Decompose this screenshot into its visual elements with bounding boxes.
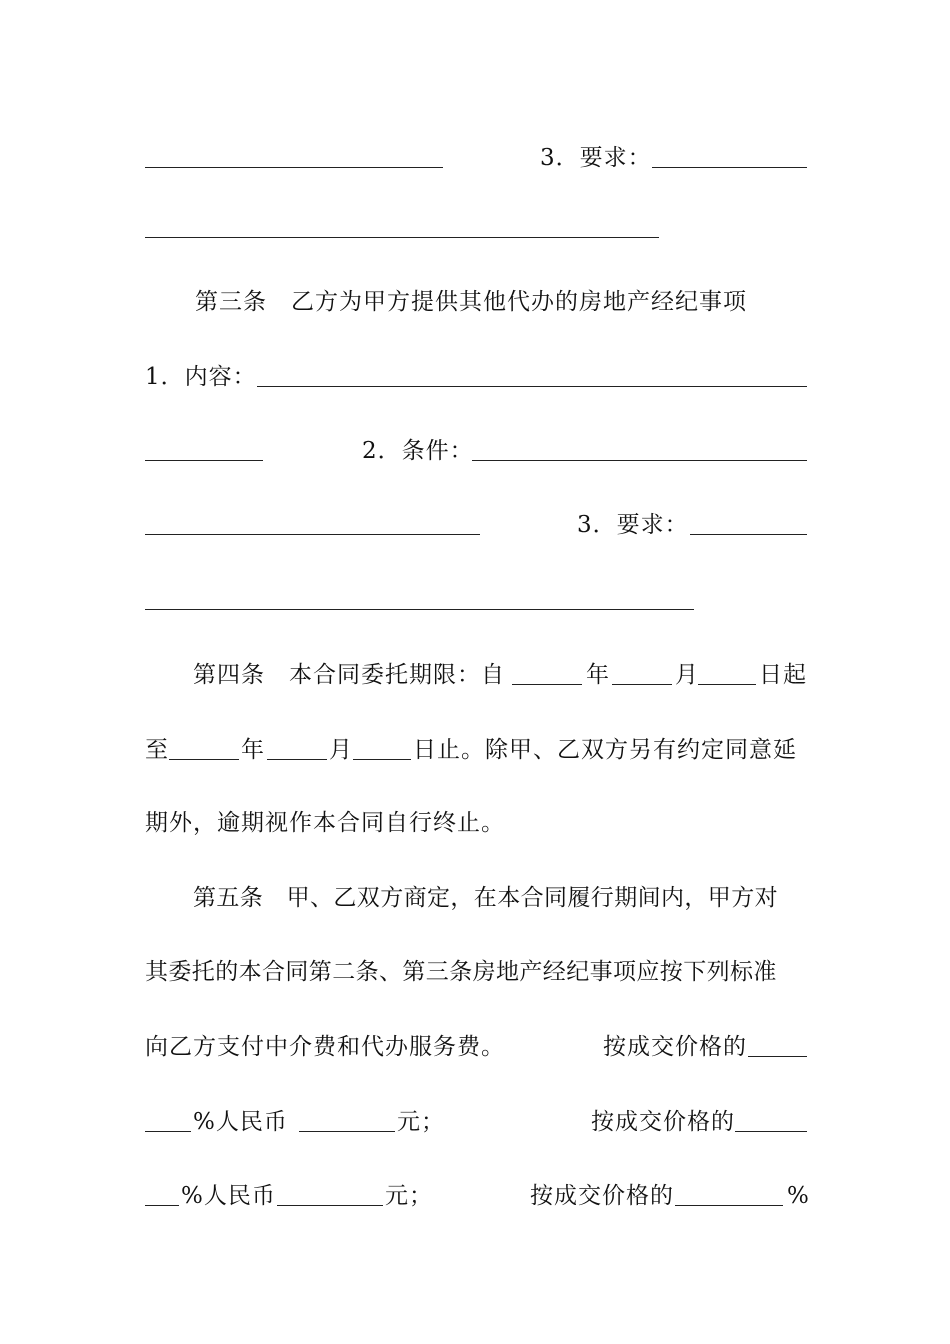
blank-line bbox=[353, 759, 411, 760]
blank-line bbox=[145, 609, 694, 610]
percent-rmb-label: %人民币 bbox=[181, 1183, 276, 1209]
blank-line bbox=[675, 1205, 783, 1206]
blank-line bbox=[169, 759, 239, 760]
by-price-label: 按成交价格的 bbox=[603, 1034, 747, 1060]
article-5-text-3: 向乙方支付中介费和代办服务费。 bbox=[145, 1034, 505, 1060]
fee-line-2 bbox=[145, 1176, 810, 1216]
blank-line bbox=[145, 237, 659, 238]
blank-line bbox=[145, 534, 480, 535]
blank-line bbox=[690, 534, 807, 535]
blank-line bbox=[612, 684, 672, 685]
condition-label: 2．条件： bbox=[362, 438, 474, 464]
day-start-label: 日起 bbox=[759, 662, 807, 688]
article-4-tail: 日止。除甲、乙双方另有约定同意延 bbox=[413, 737, 797, 763]
article-4-line-3 bbox=[145, 803, 807, 843]
requirement-label: 3．要求： bbox=[577, 512, 689, 538]
yuan-label: 元； bbox=[397, 1109, 445, 1135]
blank-line bbox=[145, 167, 443, 168]
blank-line bbox=[735, 1131, 807, 1132]
line-1 bbox=[145, 138, 807, 178]
blank-row bbox=[145, 580, 807, 620]
article-4-line-2 bbox=[145, 730, 807, 770]
article-3-item-3 bbox=[145, 505, 807, 545]
year-label: 年 bbox=[241, 737, 265, 763]
month-label: 月 bbox=[675, 662, 699, 688]
by-price-label: 按成交价格的 bbox=[530, 1183, 674, 1209]
blank-line bbox=[472, 460, 807, 461]
percent-rmb-label: %人民币 bbox=[193, 1109, 288, 1135]
article-4-line-1 bbox=[145, 655, 807, 695]
content-label: 1．内容： bbox=[145, 364, 257, 390]
article-3-item-1 bbox=[145, 357, 807, 397]
month-label: 月 bbox=[329, 737, 353, 763]
blank-line bbox=[145, 460, 263, 461]
article-5-text-2: 其委托的本合同第二条、第三条房地产经纪事项应按下列标准 bbox=[145, 959, 777, 985]
article-4-text: 第四条 本合同委托期限：自 bbox=[193, 662, 505, 688]
year-label: 年 bbox=[586, 662, 610, 688]
blank-line bbox=[257, 386, 807, 387]
to-label: 至 bbox=[145, 737, 169, 763]
blank-line bbox=[512, 684, 582, 685]
article-3-item-2 bbox=[145, 431, 807, 471]
article-5-text: 第五条 甲、乙双方商定，在本合同履行期间内，甲方对 bbox=[193, 885, 778, 911]
article-3-heading bbox=[145, 282, 807, 322]
yuan-label: 元； bbox=[385, 1183, 433, 1209]
blank-line bbox=[698, 684, 756, 685]
fee-line-1 bbox=[145, 1102, 807, 1142]
percent-label: % bbox=[787, 1183, 810, 1209]
article-5-line-2 bbox=[145, 952, 807, 992]
blank-line bbox=[277, 1205, 383, 1206]
article-4-end: 期外，逾期视作本合同自行终止。 bbox=[145, 810, 505, 836]
line-2 bbox=[145, 208, 807, 248]
blank-line bbox=[652, 167, 807, 168]
blank-line bbox=[267, 759, 327, 760]
blank-line bbox=[748, 1056, 807, 1057]
blank-line bbox=[145, 1205, 179, 1206]
item-3-label: 3．要求： bbox=[540, 145, 652, 171]
article-3-text: 第三条 乙方为甲方提供其他代办的房地产经纪事项 bbox=[195, 289, 747, 315]
blank-line bbox=[145, 1131, 191, 1132]
article-5-line-3 bbox=[145, 1027, 807, 1067]
blank-line bbox=[299, 1131, 395, 1132]
article-5-line-1 bbox=[145, 878, 807, 918]
by-price-label: 按成交价格的 bbox=[591, 1109, 735, 1135]
